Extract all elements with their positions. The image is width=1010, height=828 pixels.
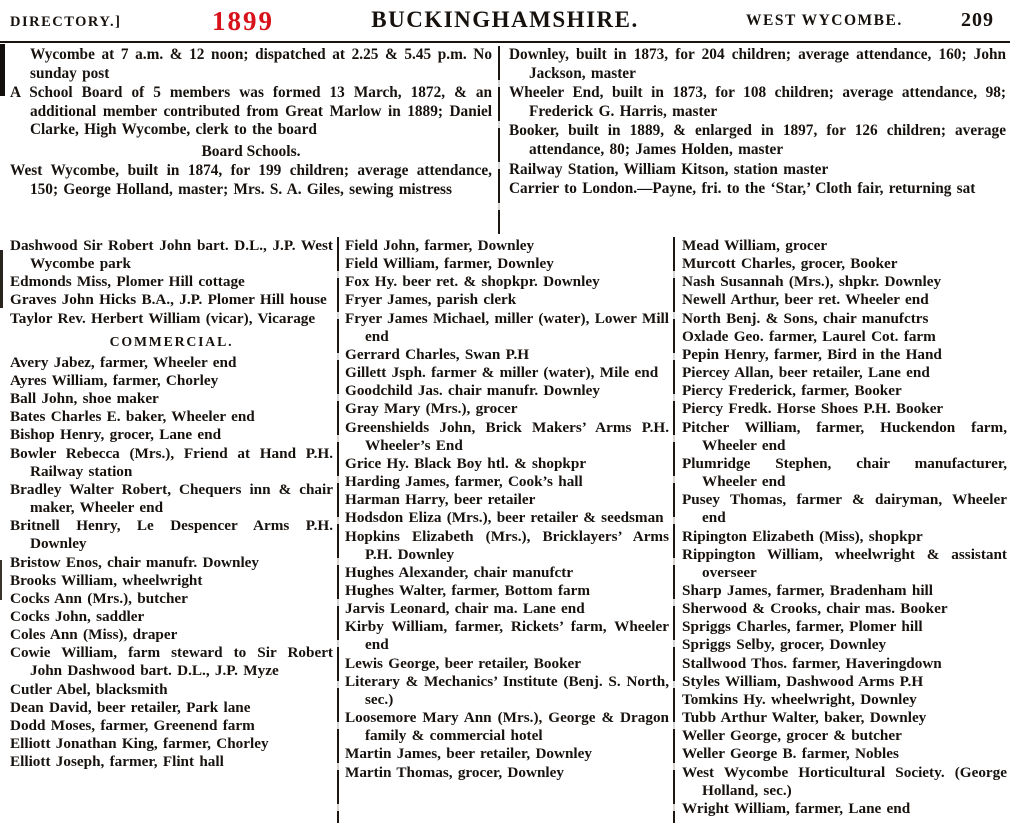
directory-entry: Bates Charles E. baker, Wheeler end — [10, 408, 255, 426]
directory-entry: Ripington Elizabeth (Miss), shopkpr — [682, 527, 923, 545]
directory-entry: Styles William, Dashwood Arms P.H — [682, 672, 924, 690]
commercial-list — [10, 354, 333, 772]
masthead — [0, 0, 1010, 42]
directory-entry: Cutler Abel, blacksmith — [10, 680, 168, 698]
directory-entry: Dean David, beer retailer, Park lane — [10, 698, 251, 716]
intro-right-column — [500, 46, 1006, 236]
intro-section — [10, 46, 1006, 236]
directory-label: DIRECTORY.] — [10, 14, 122, 30]
directory-entry: Tubb Arthur Walter, baker, Downley — [682, 709, 927, 727]
scan-edge-artifact — [0, 560, 2, 600]
resident-entry: Graves John Hicks B.A., J.P. Plomer Hill house — [10, 291, 327, 309]
directory-entry: Field John, farmer, Downley — [345, 237, 535, 254]
school-board-paragraph: A School Board of 5 members was formed 13 March, 1872, & an additional member contributed from Great Marlow in 1889; Daniel Clarke, High Wycombe, clerk to the board — [10, 84, 492, 139]
directory-entry: Hodsdon Eliza (Mrs.), beer retailer & seedsman — [345, 509, 664, 527]
directory-entry: Greenshields John, Brick Makers’ Arms P.H. Wheeler’s End — [345, 418, 669, 454]
directory-entry: Fox Hy. beer ret. & shopkpr. Downley — [345, 273, 600, 291]
directory-entry: Field William, farmer, Downley — [345, 255, 554, 273]
intro-entry: Railway Station, William Kitson, station master — [509, 160, 829, 178]
directory-entry: Bristow Enos, chair manufr. Downley — [10, 553, 260, 571]
directory-column-1 — [10, 237, 337, 828]
directory-entry: Nash Susannah (Mrs.), shpkr. Downley — [682, 273, 942, 291]
board-schools-heading: Board Schools. — [201, 142, 301, 160]
directory-entry: Murcott Charles, grocer, Booker — [682, 255, 898, 273]
directory-entry: Brooks William, wheelwright — [10, 571, 203, 589]
directory-entry: Jarvis Leonard, chair ma. Lane end — [345, 600, 585, 618]
directory-entry: Newell Arthur, beer ret. Wheeler end — [682, 291, 929, 309]
intro-left-column — [10, 46, 498, 236]
directory-entry: Goodchild Jas. chair manufr. Downley — [345, 382, 600, 400]
place-title: WEST WYCOMBE. — [746, 12, 903, 29]
directory-entry: Loosemore Mary Ann (Mrs.), George & Dragon family & commercial hotel — [345, 709, 669, 745]
resident-entry: Dashwood Sir Robert John bart. D.L., J.P. West Wycombe park — [10, 237, 333, 273]
directory-entry: Pitcher William, farmer, Huckendon farm, Wheeler end — [682, 418, 1007, 454]
directory-entry: Hopkins Elizabeth (Mrs.), Bricklayers’ Arms P.H. Downley — [345, 527, 669, 563]
private-residents-list — [10, 237, 333, 328]
board-schools-left-list — [10, 162, 492, 199]
directory-column-3 — [675, 237, 1007, 828]
intro-entry: Wheeler End, built in 1873, for 108 children; average attendance, 98; Frederick G. Harris, master — [509, 84, 1006, 120]
directory-entry: Ayres William, farmer, Chorley — [10, 371, 219, 389]
directory-entry: Sharp James, farmer, Bradenham hill — [682, 581, 933, 599]
directory-entry: Grice Hy. Black Boy htl. & shopkpr — [345, 454, 587, 472]
directory-entry: Spriggs Charles, farmer, Plomer hill — [682, 618, 923, 636]
directory-entry: Ball John, shoe maker — [10, 390, 159, 408]
commercial-heading: COMMERCIAL. — [109, 333, 234, 349]
directory-entry: Plumridge Stephen, chair manufacturer, Wheeler end — [682, 454, 1007, 491]
directory-entry: Cocks John, saddler — [10, 607, 145, 625]
directory-entry: Kirby William, farmer, Rickets’ farm, Wheeler end — [345, 618, 669, 654]
directory-entry: Mead William, grocer — [682, 237, 828, 254]
directory-entry: Lewis George, beer retailer, Booker — [345, 654, 581, 672]
listing-section — [10, 237, 1007, 828]
directory-entry: Gray Mary (Mrs.), grocer — [345, 400, 518, 418]
directory-entry: North Benj. & Sons, chair manufctrs — [682, 309, 929, 327]
directory-entry: Elliott Joseph, farmer, Flint hall — [10, 753, 224, 771]
directory-column-2 — [339, 237, 673, 828]
directory-entry: Weller George, grocer & butcher — [682, 727, 902, 745]
directory-entry: Bishop Henry, grocer, Lane end — [10, 426, 222, 444]
directory-entry: Spriggs Selby, grocer, Downley — [682, 636, 887, 654]
scan-edge-artifact — [0, 44, 5, 96]
edition-year: 1899 — [212, 6, 274, 36]
page-number: 209 — [961, 9, 994, 31]
directory-entry: Bradley Walter Robert, Chequers inn & chair maker, Wheeler end — [10, 480, 333, 517]
directory-entry: Martin Thomas, grocer, Downley — [345, 763, 564, 781]
directory-entry: Gerrard Charles, Swan P.H — [345, 345, 530, 363]
board-school-entry: West Wycombe, built in 1874, for 199 children; average attendance, 150; George Holland, master; Mrs. S. A. Giles, sewing mistress — [10, 161, 492, 198]
directory-entry: Wright William, farmer, Lane end — [682, 799, 911, 817]
directory-entry: Avery Jabez, farmer, Wheeler end — [10, 353, 237, 371]
directory-entry: Cowie William, farm steward to Sir Robert John Dashwood bart. D.L., J.P. Myze — [10, 644, 333, 680]
directory-entry: Gillett Jsph. farmer & miller (water), Mile end — [345, 364, 659, 382]
directory-entry: Harman Harry, beer retailer — [345, 491, 536, 509]
directory-entry: Dodd Moses, farmer, Greenend farm — [10, 716, 255, 734]
directory-entry: Cocks Ann (Mrs.), butcher — [10, 589, 188, 607]
header-rule — [0, 41, 1010, 43]
directory-entry: Pusey Thomas, farmer & dairyman, Wheeler end — [682, 491, 1007, 527]
directory-entry: Sherwood & Crooks, chair mas. Booker — [682, 600, 948, 618]
directory-entry: West Wycombe Horticultural Society. (George Holland, sec.) — [682, 763, 1007, 799]
county-title: BUCKINGHAMSHIRE. — [371, 7, 639, 32]
directory-entry: Hughes Alexander, chair manufctr — [345, 563, 574, 581]
directory-entry: Literary & Mechanics’ Institute (Benj. S. North, sec.) — [345, 672, 669, 708]
directory-entry: Fryer James, parish clerk — [345, 291, 517, 309]
directory-entry: Weller George B. farmer, Nobles — [682, 745, 899, 763]
directory-entry: Oxlade Geo. farmer, Laurel Cot. farm — [682, 327, 936, 345]
directory-entry: Fryer James Michael, miller (water), Lower Mill end — [345, 309, 669, 345]
directory-entry: Elliott Jonathan King, farmer, Chorley — [10, 735, 269, 753]
directory-entry: Harding James, farmer, Cook’s hall — [345, 473, 583, 491]
intro-entry: Carrier to London.—Payne, fri. to the ‘Star,’ Cloth fair, returning sat — [509, 180, 976, 198]
directory-entry: Piercy Frederick, farmer, Booker — [682, 382, 902, 400]
resident-entry: Edmonds Miss, Plomer Hill cottage — [10, 273, 245, 291]
directory-entry: Britnell Henry, Le Despencer Arms P.H. Downley — [10, 517, 333, 553]
directory-entry: Coles Ann (Miss), draper — [10, 626, 178, 644]
directory-entry: Tomkins Hy. wheelwright, Downley — [682, 690, 917, 708]
resident-entry: Taylor Rev. Herbert William (vicar), Vicarage — [10, 309, 316, 327]
directory-entry: Pepin Henry, farmer, Bird in the Hand — [682, 345, 942, 363]
directory-entry: Piercey Allan, beer retailer, Lane end — [682, 364, 930, 382]
directory-entry: Martin James, beer retailer, Downley — [345, 745, 592, 763]
scan-edge-artifact — [0, 250, 3, 308]
directory-entry: Stallwood Thos. farmer, Haveringdown — [682, 654, 942, 672]
intro-entry: Downley, built in 1873, for 204 children; average attendance, 160; John Jackson, master — [509, 46, 1006, 82]
post-times-continuation: Wycombe at 7 a.m. & 12 noon; dispatched at 2.25 & 5.45 p.m. No sunday post — [30, 46, 492, 82]
intro-entry: Booker, built in 1889, & enlarged in 1897, for 126 children; average attendance, 80; James Holden, master — [509, 122, 1006, 158]
directory-entry: Hughes Walter, farmer, Bottom farm — [345, 581, 591, 599]
directory-entry: Piercy Fredk. Horse Shoes P.H. Booker — [682, 400, 944, 418]
directory-entry: Rippington William, wheelwright & assistant overseer — [682, 545, 1007, 581]
directory-entry: Bowler Rebecca (Mrs.), Friend at Hand P.H. Railway station — [10, 444, 333, 480]
